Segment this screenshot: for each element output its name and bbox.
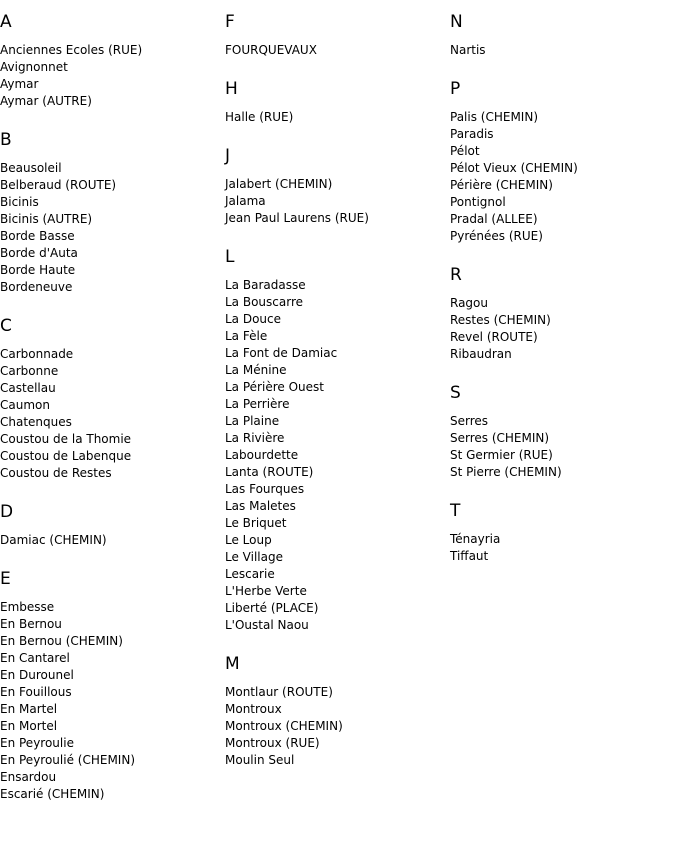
index-column [0,0,225,823]
street-name: Le Loup [225,533,272,547]
street-name: Coustou de Labenque [0,449,132,463]
street-name: Moulin Seul [225,753,295,767]
street-name: Le Village [225,550,283,564]
street-name: L'Oustal Naou [225,618,309,632]
street-name: En Peyroulié (CHEMIN) [0,753,135,767]
street-name: La Fèle [225,329,268,343]
street-name: Damiac (CHEMIN) [0,533,107,547]
street-name: Halle (RUE) [225,110,294,124]
street-name: Montroux [225,702,282,716]
street-name: En Martel [0,702,58,716]
section-letter-heading: A [0,12,12,32]
section-letter-heading: S [450,383,461,403]
street-name: En Fouillous [0,685,72,699]
street-name: Jalabert (CHEMIN) [225,177,333,191]
section-letter-heading: C [0,316,12,336]
street-name: Belberaud (ROUTE) [0,178,117,192]
street-name: Escarié (CHEMIN) [0,787,105,801]
street-name: Carbonne [0,364,59,378]
street-name: Palis (CHEMIN) [450,110,539,124]
street-name: Restes (CHEMIN) [450,313,551,327]
street-name: Lescarie [225,567,275,581]
street-list [0,346,225,482]
street-name: La Bouscarre [225,295,304,309]
index-column [450,0,675,585]
street-name: Beausoleil [0,161,62,175]
street-list [225,684,450,769]
street-name: Ensardou [0,770,57,784]
street-name: Tiffaut [450,549,489,563]
street-name: Le Briquet [225,516,287,530]
letter-section [450,501,675,565]
street-name: Chatenques [0,415,72,429]
letter-section [0,12,225,110]
street-name: Labourdette [225,448,299,462]
street-list [225,176,450,227]
street-name: Revel (ROUTE) [450,330,538,344]
street-list [225,42,450,59]
section-letter-heading: T [450,501,461,521]
section-letter-heading: B [0,130,12,150]
street-name: Bordeneuve [0,280,73,294]
letter-section [0,130,225,296]
letter-section [450,12,675,59]
street-name: En Cantarel [0,651,70,665]
street-name: Périère (CHEMIN) [450,178,553,192]
street-name: Las Fourques [225,482,305,496]
street-name: Las Maletes [225,499,296,513]
street-list [450,413,675,481]
street-name: Coustou de Restes [0,466,112,480]
street-name: Pontignol [450,195,506,209]
section-letter-heading: L [225,247,235,267]
street-name: Pélot [450,144,480,158]
section-letter-heading: P [450,79,461,99]
letter-section [225,12,450,59]
street-name: Paradis [450,127,494,141]
street-name: Caumon [0,398,50,412]
street-name: Liberté (PLACE) [225,601,319,615]
letter-section [225,79,450,126]
street-name: Montlaur (ROUTE) [225,685,333,699]
letter-section [450,265,675,363]
street-name: Avignonnet [0,60,68,74]
street-name: En Bernou (CHEMIN) [0,634,123,648]
index-column [225,0,450,789]
letter-section [0,316,225,482]
street-name: Castellau [0,381,56,395]
street-name: En Durounel [0,668,74,682]
street-name: En Mortel [0,719,58,733]
street-name: Jean Paul Laurens (RUE) [225,211,369,225]
street-name: Coustou de la Thomie [0,432,132,446]
section-letter-heading: F [225,12,235,32]
street-name: Ténayria [450,532,501,546]
street-name: La Douce [225,312,282,326]
letter-section [450,383,675,481]
street-name: Pradal (ALLEE) [450,212,538,226]
street-name: Lanta (ROUTE) [225,465,314,479]
street-list [0,160,225,296]
section-letter-heading: R [450,265,462,285]
street-name: Aymar [0,77,39,91]
street-name: Jalama [225,194,266,208]
section-letter-heading: J [225,146,231,166]
street-list [0,532,225,549]
street-name: Borde d'Auta [0,246,78,260]
letter-section [225,247,450,634]
street-name: En Peyroulie [0,736,74,750]
street-name: Carbonnade [0,347,74,361]
street-name: Bicinis (AUTRE) [0,212,93,226]
street-name: L'Herbe Verte [225,584,307,598]
street-list [225,277,450,634]
street-name: Ribaudran [450,347,512,361]
street-name: La Baradasse [225,278,306,292]
section-letter-heading: D [0,502,14,522]
street-name: En Bernou [0,617,62,631]
street-list [450,42,675,59]
street-name: Anciennes Ecoles (RUE) [0,43,143,57]
section-letter-heading: H [225,79,238,99]
street-name: Borde Basse [0,229,75,243]
street-name: Serres [450,414,489,428]
street-name: Aymar (AUTRE) [0,94,92,108]
street-name: La Perrière [225,397,290,411]
street-name: Embesse [0,600,55,614]
street-list [450,109,675,245]
street-name: Ragou [450,296,488,310]
street-name: Bicinis [0,195,39,209]
section-letter-heading: N [450,12,463,32]
letter-section [225,654,450,769]
street-name: Borde Haute [0,263,76,277]
letter-section [450,79,675,245]
street-name: Pyrénées (RUE) [450,229,543,243]
section-letter-heading: E [0,569,11,589]
street-name: Serres (CHEMIN) [450,431,550,445]
street-name: La Ménine [225,363,287,377]
letter-section [0,569,225,803]
street-list [450,531,675,565]
street-name: Pélot Vieux (CHEMIN) [450,161,578,175]
street-name: La Plaine [225,414,280,428]
street-name: St Pierre (CHEMIN) [450,465,562,479]
street-name: La Rivière [225,431,285,445]
street-list [450,295,675,363]
street-list [0,42,225,110]
street-name: FOURQUEVAUX [225,43,317,57]
street-name: La Font de Damiac [225,346,338,360]
street-name: La Périère Ouest [225,380,324,394]
street-list [225,109,450,126]
street-name: St Germier (RUE) [450,448,553,462]
letter-section [225,146,450,227]
street-name: Montroux (RUE) [225,736,320,750]
street-name: Nartis [450,43,486,57]
street-name: Montroux (CHEMIN) [225,719,343,733]
letter-section [0,502,225,549]
section-letter-heading: M [225,654,240,674]
street-list [0,599,225,803]
